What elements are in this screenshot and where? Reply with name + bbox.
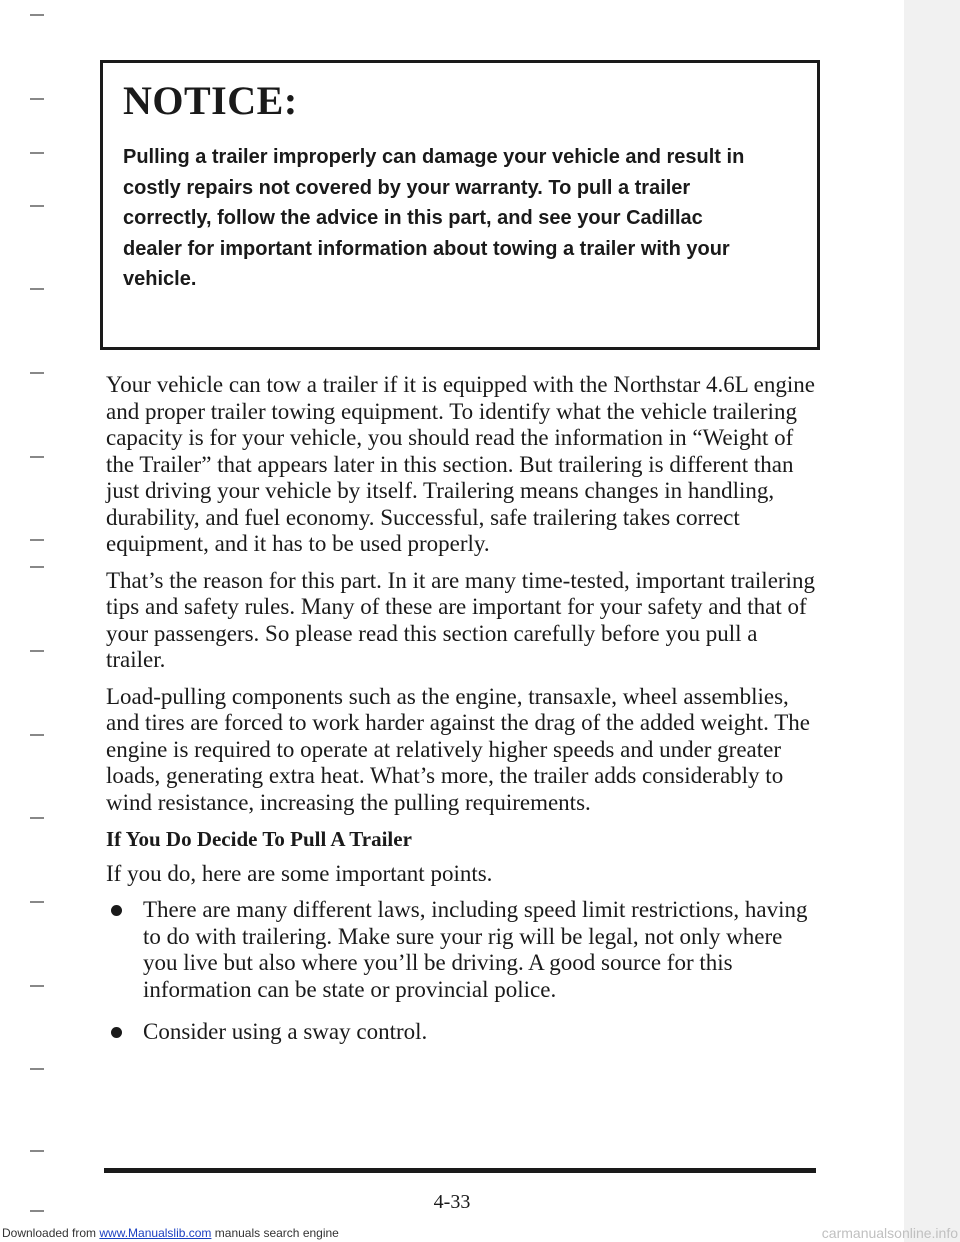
list-item-text: There are many different laws, including speed limit restrictions, having to do with trailering. Make sure your rig will be legal, not only where you live but also where you’ll be driving. A good source for this information can be state or provincial police.: [143, 897, 808, 1002]
footer-rule: [104, 1168, 816, 1173]
watermark-bar: [0, 1224, 960, 1242]
watermark-site: carmanualsonline.info: [821, 1225, 958, 1241]
page-number: 4-33: [433, 1191, 471, 1213]
margin-tick: [30, 650, 44, 652]
margin-tick: [30, 1068, 44, 1070]
manualslib-link[interactable]: www.Manualslib.com: [99, 1226, 212, 1240]
bullet-list: [106, 897, 816, 1046]
paragraph: That’s the reason for this part. In it are many time-tested, important trailering tips and safety rules. Many of these are important for your safety and that of your passengers. So please read this section carefully before you pull a trailer.: [106, 567, 815, 672]
margin-tick: [30, 205, 44, 207]
intro-paragraph: If you do, here are some important points.: [106, 860, 493, 886]
bullet-icon: [111, 1027, 122, 1038]
margin-tick: [30, 1150, 44, 1152]
watermark-download-note: [2, 1224, 339, 1242]
margin-tick: [30, 288, 44, 290]
notice-box: [100, 60, 820, 350]
scan-edge-strip: [904, 0, 960, 1242]
notice-title: NOTICE:: [123, 78, 298, 123]
body-text: [106, 372, 816, 1062]
margin-tick: [30, 901, 44, 903]
margin-tick: [30, 14, 44, 16]
paragraph: Load-pulling components such as the engine, transaxle, wheel assemblies, and tires are forced to work harder against the drag of the added weight. The engine is required to operate at relatively higher speeds and under greater loads, generating extra heat. What’s more, the trailer adds considerably to wind resistance, increasing the pulling requirements.: [106, 683, 810, 815]
notice-text: Pulling a trailer improperly can damage your vehicle and result in costly repairs not covered by your warranty. To pull a trailer correctly, follow the advice in this part, and see your Cadillac dealer for important information about towing a trailer with your vehicle.: [123, 146, 745, 290]
section-subheading: If You Do Decide To Pull A Trailer: [106, 827, 412, 851]
list-item-text: Consider using a sway control.: [143, 1019, 428, 1044]
margin-tick: [30, 539, 44, 541]
margin-tick: [30, 98, 44, 100]
margin-tick: [30, 566, 44, 568]
margin-tick-marks: [30, 0, 50, 1242]
bullet-icon: [111, 905, 122, 916]
margin-tick: [30, 456, 44, 458]
margin-tick: [30, 985, 44, 987]
margin-tick: [30, 817, 44, 819]
margin-tick: [30, 152, 44, 154]
watermark-suffix: manuals search engine: [211, 1226, 339, 1240]
list-item: [106, 1019, 816, 1046]
list-item: [106, 897, 816, 1003]
paragraph: Your vehicle can tow a trailer if it is equipped with the Northstar 4.6L engine and proper trailer towing equipment. To identify what the vehicle trailering capacity is for your vehicle, you should read the information in “Weight of the Trailer” that appears later in this section. But trailering is different than just driving your vehicle by itself. Trailering means changes in handling, durability, and fuel economy. Successful, safe trailering takes correct equipment, and it has to be used properly.: [106, 372, 815, 556]
watermark-prefix: Downloaded from: [2, 1226, 100, 1240]
margin-tick: [30, 734, 44, 736]
margin-tick: [30, 372, 44, 374]
